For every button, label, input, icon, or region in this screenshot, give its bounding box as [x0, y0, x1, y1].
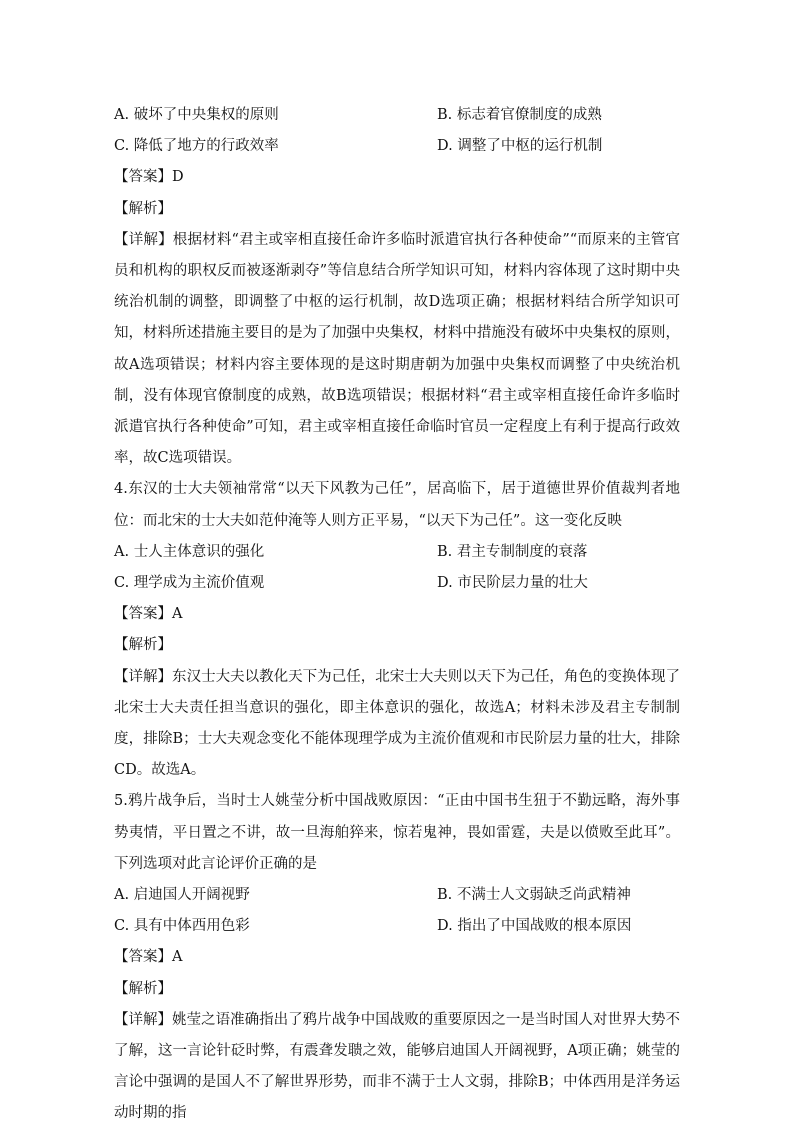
- q4-option-a: A. 士人主体意识的强化: [114, 543, 265, 560]
- q4-option-b: B. 君主专制制度的衰落: [437, 543, 588, 560]
- q5-options-row-2: [114, 911, 680, 942]
- q5-option-a: A. 启迪国人开阔视野: [114, 886, 250, 903]
- q3-answer: 【答案】D: [114, 169, 184, 186]
- q3-options-row-1: [114, 100, 680, 131]
- q5-option-d: D. 指出了中国战败的根本原因: [437, 918, 632, 935]
- q4-option-c: C. 理学成为主流价值观: [114, 574, 265, 591]
- document-content: [114, 100, 680, 1130]
- q5-analysis-label: 【解析】: [114, 980, 172, 997]
- q3-option-a: A. 破坏了中央集权的原则: [114, 107, 279, 123]
- q4-option-d: D. 市民阶层力量的壮大: [437, 574, 588, 591]
- q3-option-b: B. 标志着官僚制度的成熟: [437, 107, 602, 123]
- q4-options-row-2: [114, 568, 680, 599]
- q3-options-row-2: [114, 131, 680, 162]
- q4-answer: 【答案】A: [114, 606, 183, 623]
- q5-option-c: C. 具有中体西用色彩: [114, 918, 250, 935]
- q5-options-row-1: [114, 880, 680, 911]
- q4-options-row-1: [114, 537, 680, 568]
- q5-answer: 【答案】A: [114, 949, 183, 966]
- q5-stem: 5.鸦片战争后，当时士人姚莹分析中国战败原因：“正由中国书生狃于不勤远略，海外事势夷情，平日置之不讲，故一旦海舶猝来，惊若鬼神，畏如雷霆，夫是以偾败至此耳”。下列选项对此言论评价正确的是: [114, 793, 680, 872]
- q4-analysis-label: 【解析】: [114, 637, 172, 654]
- q3-option-d: D. 调整了中枢的运行机制: [437, 138, 603, 155]
- q4-stem: 4.东汉的士大夫领袖常常“以天下风教为己任”，居高临下，居于道德世界价值裁判者地位：而北宋的士大夫如范仲淹等人则方正平易，“以天下为己任”。这一变化反映: [114, 481, 680, 529]
- q3-detail: 【详解】根据材料“君主或宰相直接任命许多临时派遣官执行各种使命”“而原来的主管官员和机构的职权反而被逐渐剥夺”等信息结合所学知识可知，材料内容体现了这时期中央统治机制的调整，即调整了中枢的运行机制，故D选项正确；根据材料结合所学知识可知，材料所述措施主要目的是为了加强中央集权，材料中措施没有破坏中央集权的原则，故A选项错误；材料内容主要体现的是这时期唐朝为加强中央集权而调整了中央统治机制，没有体现官僚制度的成熟，故B选项错误；根据材料“君主或宰相直接任命许多临时派遣官执行各种使命”可知，君主或宰相直接任命临时官员一定程度上有利于提高行政效率，故C选项错误。: [114, 231, 680, 467]
- q5-option-b: B. 不满士人文弱缺乏尚武精神: [437, 886, 631, 903]
- q4-detail: 【详解】东汉士大夫以教化天下为己任，北宋士大夫则以天下为己任，角色的变换体现了北宋士大夫责任担当意识的强化，即主体意识的强化，故选A；材料未涉及君主专制制度，排除B；士大夫观念变化不能体现理学成为主流价值观和市民阶层力量的壮大，排除CD。故选A。: [114, 668, 680, 779]
- q3-analysis-label: 【解析】: [114, 200, 172, 217]
- q5-detail: 【详解】姚莹之语准确指出了鸦片战争中国战败的重要原因之一是当时国人对世界大势不了解，这一言论针砭时弊，有震聋发聩之效，能够启迪国人开阔视野，A项正确；姚莹的言论中强调的是国人不了解世界形势，而非不满于士人文弱，排除B；中体西用是洋务运动时期的指: [114, 1011, 680, 1122]
- q3-option-c: C. 降低了地方的行政效率: [114, 138, 279, 155]
